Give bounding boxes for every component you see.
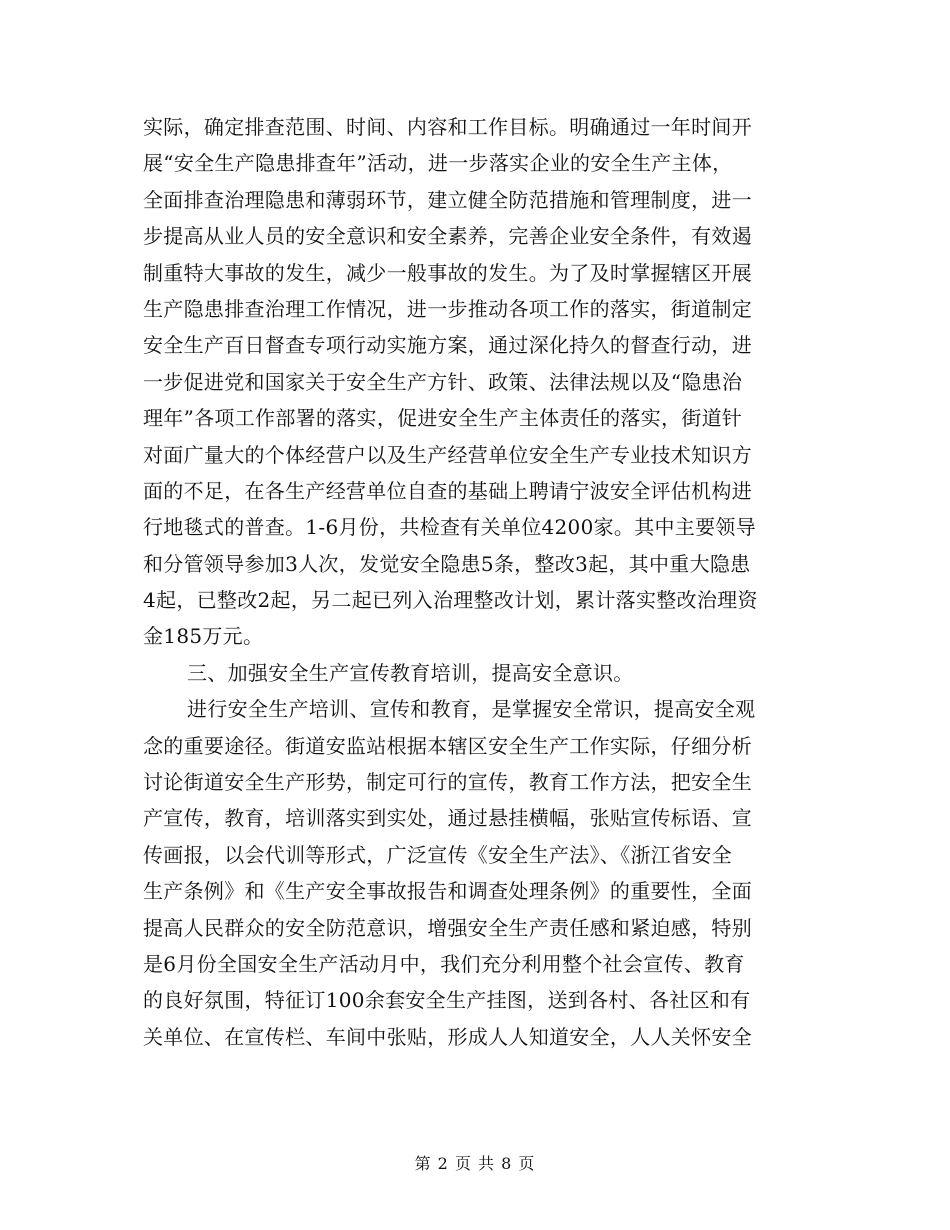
text-line: 产宣传，教育，培训落实到实处，通过悬挂横幅，张贴宣传标语、宣 bbox=[143, 806, 752, 831]
text-line: 对面广量大的个体经营户以及生产经营单位安全生产专业技术知识方 bbox=[143, 442, 752, 467]
text-line: 一步促进党和国家关于安全生产方针、政策、法律法规以及“隐患治 bbox=[143, 369, 743, 394]
body-text bbox=[143, 109, 823, 1055]
text-line: 进行安全生产培训、宣传和教育，是掌握安全常识，提高安全观 bbox=[187, 697, 756, 722]
text-line: 行地毯式的普查。1-6月份，共检查有关单位4200家。其中主要领导 bbox=[143, 515, 757, 540]
text-line: 提高人民群众的安全防范意识，增强安全生产责任感和紧迫感，特别 bbox=[143, 915, 752, 940]
text-line: 理年”各项工作部署的落实，促进安全生产主体责任的落实，街道针 bbox=[143, 406, 743, 431]
text-line: 关单位、在宣传栏、车间中张贴，形成人人知道安全，人人关怀安全 bbox=[143, 1024, 752, 1049]
text-line: 的良好氛围，特征订100余套安全生产挂图，送到各村、各社区和有 bbox=[143, 988, 751, 1013]
text-line: 和分管领导参加3人次，发觉安全隐患5条，整改3起，其中重大隐患 bbox=[143, 551, 751, 576]
text-line: 讨论街道安全生产形势，制定可行的宣传，教育工作方法，把安全生 bbox=[143, 770, 752, 795]
page-footer: 第 2 页 共 8 页 bbox=[414, 1154, 536, 1173]
text-line: 制重特大事故的发生，减少一般事故的发生。为了及时掌握辖区开展 bbox=[143, 260, 752, 285]
text-line: 生产条例》和《生产安全事故报告和调查处理条例》的重要性，全面 bbox=[143, 879, 752, 904]
text-line: 念的重要途径。街道安监站根据本辖区安全生产工作实际，仔细分析 bbox=[143, 733, 752, 758]
text-line: 生产隐患排查治理工作情况，进一步推动各项工作的落实，街道制定 bbox=[143, 296, 752, 321]
text-line: 全面排查治理隐患和薄弱环节，建立健全防范措施和管理制度，进一 bbox=[143, 187, 752, 212]
text-line: 4起，已整改2起，另二起已列入治理整改计划，累计落实整改治理资 bbox=[143, 588, 758, 613]
text-line: 传画报，以会代训等形式，广泛宣传《安全生产法》、《浙江省安全 bbox=[143, 842, 732, 867]
text-line: 面的不足，在各生产经营单位自查的基础上聘请宁波安全评估机构进 bbox=[143, 478, 752, 503]
text-line: 展“安全生产隐患排查年”活动，进一步落实企业的安全生产主体， bbox=[143, 151, 733, 176]
text-line: 步提高从业人员的安全意识和安全素养，完善企业安全条件，有效遏 bbox=[143, 224, 752, 249]
text-line: 实际，确定排查范围、时间、内容和工作目标。明确通过一年时间开 bbox=[143, 115, 752, 139]
text-line: 是6月份全国安全生产活动月中，我们充分利用整个社会宣传、教育 bbox=[143, 951, 745, 976]
text-line: 三、加强安全生产宣传教育培训，提高安全意识。 bbox=[187, 660, 634, 685]
text-line: 安全生产百日督查专项行动实施方案，通过深化持久的督查行动，进 bbox=[143, 333, 752, 358]
text-line: 金185万元。 bbox=[143, 624, 264, 649]
